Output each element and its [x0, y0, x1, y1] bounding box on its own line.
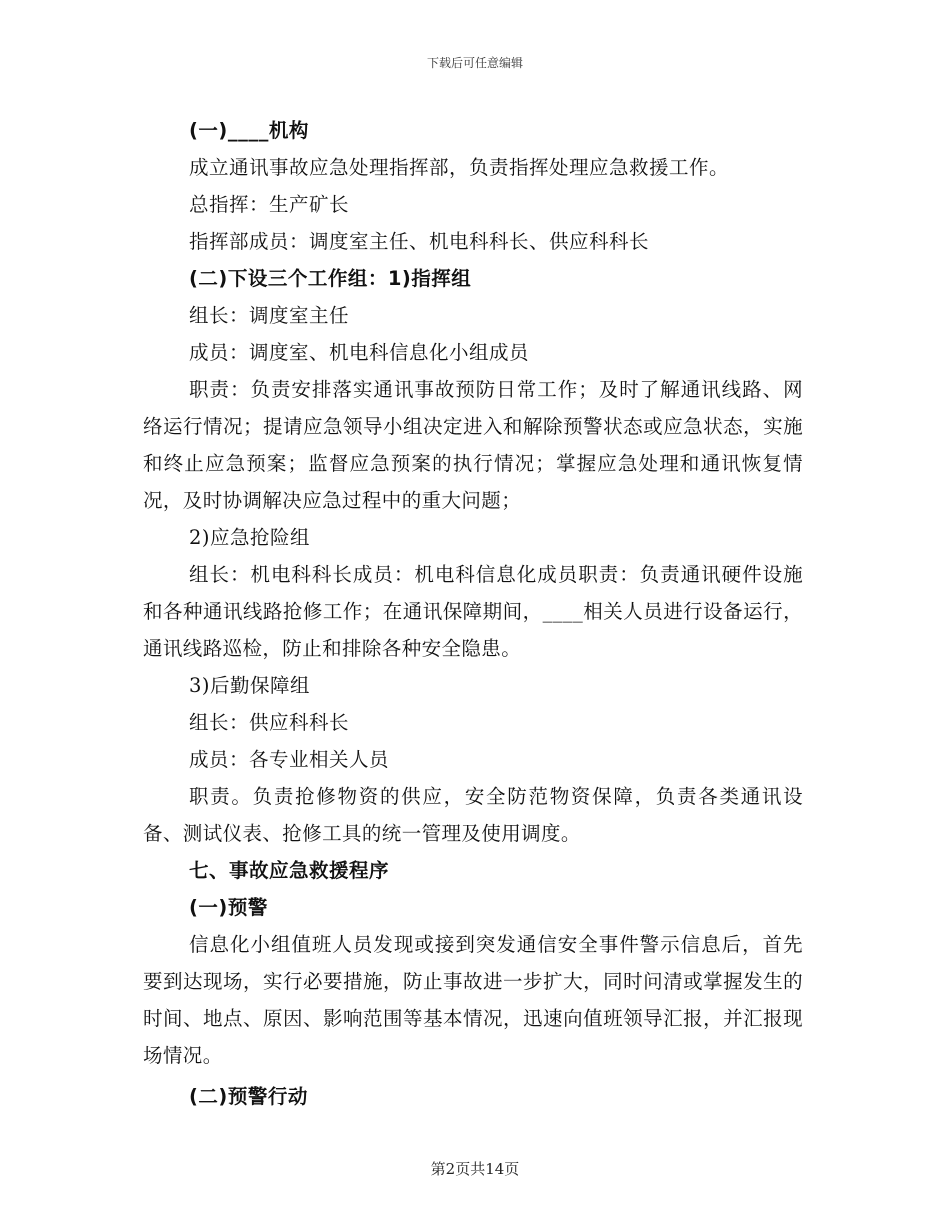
subsection-heading: 2)应急抢险组: [189, 526, 311, 549]
section-heading-organization: (一)____机构: [189, 119, 309, 142]
paragraph-duties-logistics: 职责。负责抢修物资的供应，安全防范物资保障，负责各类通讯设备、测试仪表、抢修工具的统一管理及使用调度。: [143, 785, 803, 845]
paragraph-duties-command: 职责：负责安排落实通讯事故预防日常工作；及时了解通讯线路、网络运行情况；提请应急领导小组决定进入和解除预警状态或应急状态，实施和终止应急预案；监督应急预案的执行情况；掌握应急处理和通讯恢复情况，及时协调解决应急过程中的重大问题；: [143, 378, 803, 512]
page-footer: 第2页共14页: [430, 1160, 520, 1178]
section-heading-workgroups: (二)下设三个工作组：1)指挥组: [189, 267, 472, 290]
section-heading-procedure: 七、事故应急救援程序: [189, 859, 390, 882]
paragraph: 总指挥：生产矿长: [189, 193, 350, 216]
page-header: 下载后可任意编辑: [426, 56, 523, 70]
paragraph-warning: 信息化小组值班人员发现或接到突发通信安全事件警示信息后，首先要到达现场，实行必要措施，防止事故进一步扩大，同时问清或掌握发生的时间、地点、原因、影响范围等基本情况，迅速向值班领导汇报，并汇报现场情况。: [143, 933, 803, 1067]
paragraph-rescue-group: 组长：机电科科长成员：机电科信息化成员职责：负责通讯硬件设施和各种通讯线路抢修工作；在通讯保障期间，____相关人员进行设备运行，通讯线路巡检，防止和排除各种安全隐患。: [143, 563, 803, 660]
section-heading-warning: (一)预警: [189, 896, 268, 919]
document-body: [143, 112, 803, 1115]
paragraph: 组长：供应科科长: [189, 711, 350, 734]
paragraph: 成员：各专业相关人员: [189, 748, 390, 771]
subsection-heading: 3)后勤保障组: [189, 674, 311, 697]
paragraph: 指挥部成员：调度室主任、机电科科长、供应科科长: [189, 230, 650, 253]
paragraph: 成员：调度室、机电科信息化小组成员: [189, 341, 530, 364]
paragraph: 组长：调度室主任: [189, 304, 350, 327]
paragraph: 成立通讯事故应急处理指挥部，负责指挥处理应急救援工作。: [189, 156, 730, 179]
section-heading-warning-action: (二)预警行动: [189, 1085, 308, 1108]
